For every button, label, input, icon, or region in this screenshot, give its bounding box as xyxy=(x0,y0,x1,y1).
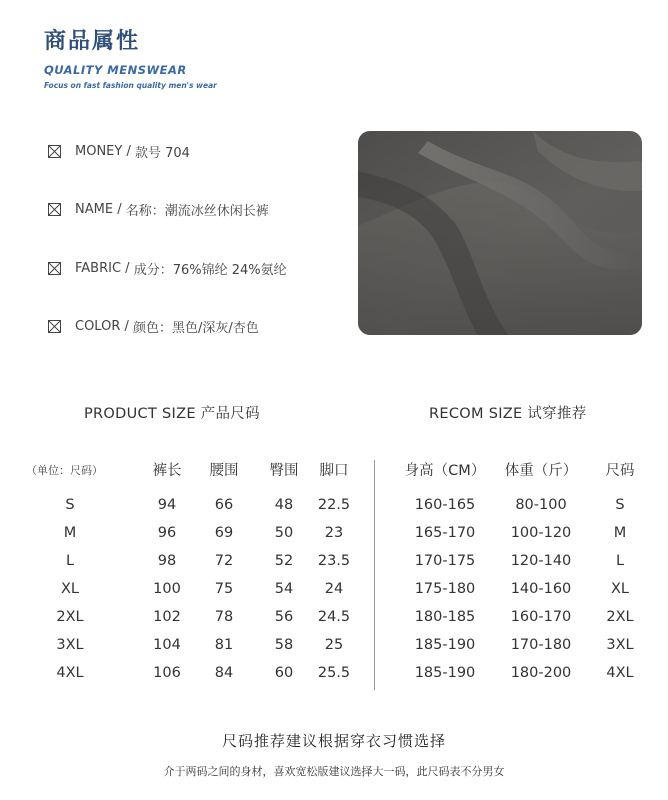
recom-size-cell: S xyxy=(615,497,625,513)
recom-size-cell: 160-170 xyxy=(510,609,572,625)
brand-subtitle: QUALITY MENSWEAR xyxy=(44,63,187,77)
recom-size-cell: L xyxy=(615,553,625,569)
product-size-cell: 54 xyxy=(274,581,294,597)
product-size-cell: S xyxy=(65,497,75,513)
product-size-cell: 60 xyxy=(274,665,294,681)
attribute-row-name xyxy=(48,199,269,219)
product-size-cell: 84 xyxy=(214,665,234,681)
product-size-cell: 24 xyxy=(324,581,344,597)
attribute-separator: / xyxy=(122,143,135,159)
product-size-cell: 58 xyxy=(274,637,294,653)
page-title: 商品属性 xyxy=(44,29,141,54)
attribute-label: COLOR xyxy=(75,318,121,334)
product-size-cell: 3XL xyxy=(56,637,84,653)
recom-size-cell: 120-140 xyxy=(510,553,572,569)
product-size-cell: 25.5 xyxy=(317,665,351,681)
product-size-header: 裤长 xyxy=(152,463,182,479)
recom-size-cell: 180-185 xyxy=(414,609,476,625)
attribute-row-money xyxy=(48,141,190,161)
product-size-cell: 106 xyxy=(153,665,181,681)
product-size-cell: 100 xyxy=(153,581,181,597)
fabric-photo xyxy=(358,131,642,335)
recom-size-cell: M xyxy=(613,525,627,541)
product-size-cell: 96 xyxy=(157,525,177,541)
attribute-label: NAME xyxy=(75,201,114,217)
product-size-cell: 23 xyxy=(324,525,344,541)
attribute-separator: / xyxy=(113,201,126,217)
product-size-cell: XL xyxy=(60,581,80,597)
attribute-value: 颜色：黑色/深灰/杏色 xyxy=(133,320,259,336)
product-size-cell: 104 xyxy=(153,637,181,653)
recom-size-title: RECOM SIZE 试穿推荐 xyxy=(429,406,587,422)
checkbox-cross-icon xyxy=(48,203,61,216)
attribute-separator: / xyxy=(121,260,134,276)
recom-size-cell: 80-100 xyxy=(515,497,567,513)
product-size-cell: 50 xyxy=(274,525,294,541)
checkbox-cross-icon xyxy=(48,262,61,275)
recom-size-cell: 3XL xyxy=(606,637,634,653)
product-size-cell: M xyxy=(63,525,77,541)
product-size-cell: 52 xyxy=(274,553,294,569)
product-size-header: 臀围 xyxy=(269,463,299,479)
recom-size-cell: 175-180 xyxy=(414,581,476,597)
attribute-row-fabric xyxy=(48,258,287,278)
product-size-cell: 22.5 xyxy=(317,497,351,513)
product-size-cell: 102 xyxy=(153,609,181,625)
recom-size-cell: 185-190 xyxy=(414,665,476,681)
product-size-cell: 48 xyxy=(274,497,294,513)
attribute-label: MONEY xyxy=(75,143,123,159)
recom-size-cell: 170-175 xyxy=(414,553,476,569)
product-size-cell: 81 xyxy=(214,637,234,653)
recom-size-cell: 100-120 xyxy=(510,525,572,541)
recom-size-cell: 170-180 xyxy=(510,637,572,653)
product-size-header: 腰围 xyxy=(209,463,239,479)
product-size-cell: 4XL xyxy=(56,665,84,681)
recom-size-cell: 180-200 xyxy=(510,665,572,681)
checkbox-cross-icon xyxy=(48,320,61,333)
footer-title: 尺码推荐建议根据穿衣习惯选择 xyxy=(221,732,446,750)
unit-label: （单位：尺码） xyxy=(26,464,103,477)
checkbox-cross-icon xyxy=(48,145,61,158)
product-size-cell: 66 xyxy=(214,497,234,513)
recom-size-header: 身高（CM） xyxy=(404,463,486,479)
product-size-cell: 25 xyxy=(324,637,344,653)
brand-tagline: Focus on fast fashion quality men's wear xyxy=(44,81,217,90)
recom-size-header: 体重（斤） xyxy=(504,463,578,479)
recom-size-cell: 2XL xyxy=(606,609,634,625)
product-size-cell: 69 xyxy=(214,525,234,541)
footer-note: 介于两码之间的身材，喜欢宽松版建议选择大一码，此尺码表不分男女 xyxy=(163,765,505,778)
product-size-header: 脚口 xyxy=(319,463,349,479)
product-size-cell: 56 xyxy=(274,609,294,625)
attribute-row-color xyxy=(48,316,259,336)
attribute-separator: / xyxy=(120,318,134,334)
product-size-cell: L xyxy=(65,553,75,569)
recom-size-cell: 4XL xyxy=(606,665,634,681)
attribute-label: FABRIC xyxy=(75,260,122,276)
product-size-cell: 2XL xyxy=(56,609,84,625)
product-size-cell: 94 xyxy=(157,497,177,513)
recom-size-cell: 185-190 xyxy=(414,637,476,653)
product-size-cell: 75 xyxy=(214,581,234,597)
recom-size-cell: 160-165 xyxy=(414,497,476,513)
product-size-cell: 24.5 xyxy=(317,609,351,625)
attribute-value: 成分：76%锦纶 24%氨纶 xyxy=(133,262,287,278)
recom-size-header: 尺码 xyxy=(605,463,635,479)
recom-size-cell: 165-170 xyxy=(414,525,476,541)
recom-size-cell: XL xyxy=(610,581,630,597)
recom-size-cell: 140-160 xyxy=(510,581,572,597)
product-size-cell: 72 xyxy=(214,553,234,569)
product-size-cell: 98 xyxy=(157,553,177,569)
product-size-cell: 78 xyxy=(214,609,234,625)
table-divider xyxy=(374,460,375,690)
attribute-value: 款号 704 xyxy=(134,145,190,161)
product-size-title: PRODUCT SIZE 产品尺码 xyxy=(84,406,260,422)
product-size-cell: 23.5 xyxy=(317,553,351,569)
attribute-value: 名称：潮流冰丝休闲长裤 xyxy=(125,203,269,219)
